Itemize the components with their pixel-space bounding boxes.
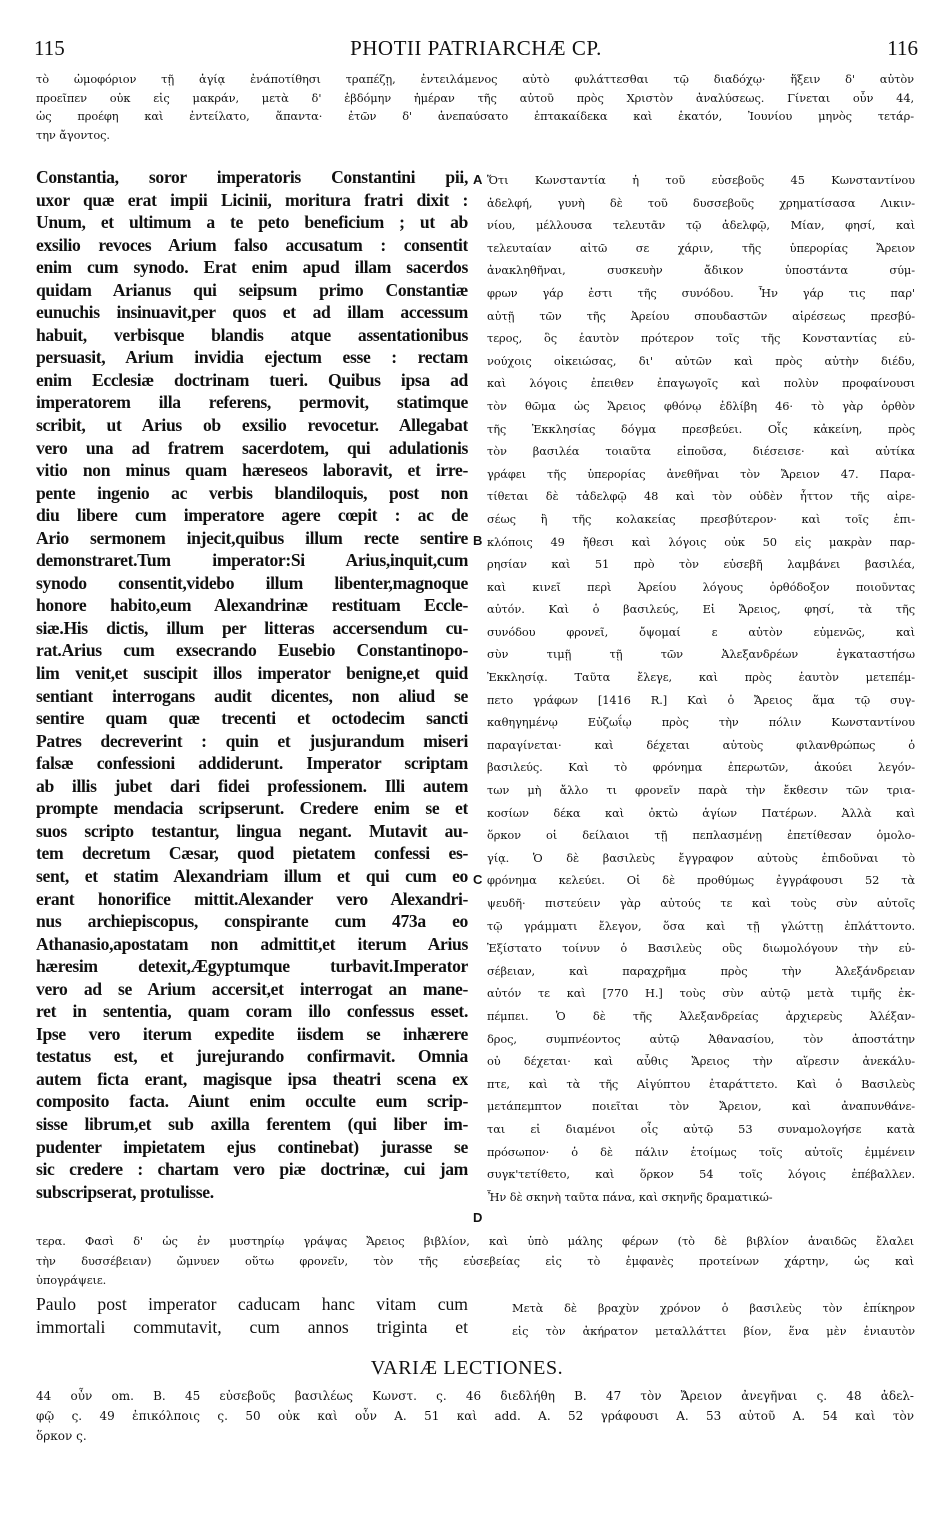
- text-line: suos scripto testantur, lingua negant. Mutavit au-: [36, 820, 468, 841]
- text-line: vero ad se Arium accersit,et interrogat an mane-: [36, 978, 468, 999]
- text-line: Patres decreverint : quin et jusjurandum miseri: [36, 730, 468, 751]
- latin-column: [36, 166, 468, 1203]
- text-line: honore habito,eum Alexandrinæ restituam Eccle-: [36, 595, 468, 616]
- text-line: αὐτῇ τῶν τῆς Ἀρείου σπουδαστῶν αἱρέσεως πρεσβύ-: [487, 308, 915, 323]
- text-line: ὅρκον οἱ δείλαιοι τῇ πεπλασμένῃ ἐπετίθεσαν ὁμολο-: [487, 828, 915, 843]
- text-line: habuit, verbisque blandis atque assentationibus: [36, 324, 468, 345]
- text-line: Ὅτι Κωνσταντία ἡ τοῦ εὐσεβοῦς 45 Κωνσταντίνου: [487, 173, 915, 187]
- text-line: sentire quam quæ trecenti et octodecim sancti: [36, 708, 468, 729]
- variae-lectiones: [36, 1386, 914, 1446]
- text-line: Μετὰ δὲ βραχὺν χρόνον ὁ βασιλεὺς τὸν ἐπίκηρον: [512, 1301, 915, 1315]
- text-line: βασιλεύς. Καὶ τὸ φρόνημα ἐπερωτῶν, ἀκούει λεγόν-: [487, 760, 915, 775]
- text-line: imperatorem illa referens, permovit, statimque: [36, 392, 468, 413]
- text-line: immortali commutavit, cum annos triginta et: [36, 1316, 468, 1337]
- text-line: σὺν τιμῇ τῇ τῶν Ἀλεξανδρέων ἐγκαταστήσω: [487, 647, 915, 662]
- text-line: ret in sententia, quam coram illo confessus esset.: [36, 1001, 468, 1022]
- text-line: των μὴ ἄλλο τι φρονεῖν παρὰ τὴν ἔκθεσιν τῶν τρια-: [487, 783, 915, 798]
- text-line: sic credere : chartam vero piæ doctrinæ, cui jam: [36, 1159, 468, 1180]
- text-line: falsæ confessioni addiderunt. Imperator scriptam: [36, 753, 468, 774]
- text-line: ab illis jubet dari fidei professionem. Illi autem: [36, 775, 468, 796]
- margin-marker-d: D: [473, 1210, 483, 1225]
- text-line: τὴν δυσσέβειαν) ὤμνυεν οὕτω φρονεῖν, τὸν τῆς εὐσεβείας εἰς τὸ ἐμφανὲς προτείνων χάρτην, ὡς καὶ: [36, 1253, 914, 1268]
- page-number-left: 115: [34, 36, 65, 60]
- text-line: sentiant interrogans audit dicentes, non aliud se: [36, 685, 468, 706]
- text-line: tem decretum Cæsar, quod pietatem confessi es-: [36, 843, 468, 864]
- text-line: ἀδελφή, γυνὴ δὲ τοῦ δυσσεβοῦς χρηματίσασα Λικιν-: [487, 195, 915, 210]
- text-line: κλόποις 49 ἤθεσι καὶ λόγοις οὐκ 50 εἰς μακρὰν παρ-: [487, 534, 915, 549]
- text-line: πρόσωπον· ὁ δὲ πάλιν ἑτοίμως τοῖς αὐτοῖς ἐμμένειν: [487, 1144, 915, 1159]
- text-line: sent, et statim Alexandriam illum et qui cum eo: [36, 865, 468, 886]
- text-line: exsilio revoces Arium falso accusatum : consentit: [36, 234, 468, 255]
- page-header: [34, 36, 918, 66]
- text-line: τερα. Φασὶ δ' ὡς ἐν μυστηρίῳ γράψας Ἄρειος βιβλίον, καὶ ὑπὸ μάλης φέρων (τὸ δὲ βιβλίον ἀναιδῶς ἔλαλει: [36, 1234, 914, 1248]
- text-line: τὸ ὠμοφόριον τῇ ἁγίᾳ ἐνάποτίθησι τραπέζῃ, ἐντειλάμενος αὐτὸ φυλάττεσθαι τῷ διαδόχῳ· ἥξειν δ' αὐτὸν: [36, 72, 914, 86]
- page-number-right: 116: [887, 36, 918, 60]
- text-line: scribit, ut Arius ob exsilio revocetur. Allegabat: [36, 415, 468, 436]
- text-line: Ἐκκλησίᾳ. Ταῦτα ἔλεγε, καὶ πρὸς ἑαυτὸν μετεπέμ-: [487, 670, 915, 685]
- text-line: hæresim detexit,Ægyptumque turbavit.Imperator: [36, 956, 468, 977]
- text-line: καθηγημένῳ Εὐζωΐῳ πρὸς τὴν πόλιν Κωνσταντίνου: [487, 715, 915, 730]
- text-line: diu libere cum imperatore agere cœpit : ac de: [36, 505, 468, 526]
- text-line: pudenter impietatem ejus continebat) jurasse se: [36, 1136, 468, 1157]
- text-line: αὐτόν τε καὶ [770 H.] τοὺς σὺν αὐτῷ μετὰ τιμῆς ἐκ-: [487, 986, 915, 1001]
- text-line: πέμπει. Ὁ δὲ τῆς Ἀλεξανδρείας ἀρχιερεὺς Ἀλέξαν-: [487, 1008, 915, 1023]
- text-line: ὡς προέφη καὶ ἐντείλατο, ἅπαντα· ἐτῶν δ' ἀνεπαύσατο ἑπτακαίδεκα καὶ ἑκατόν, Ἰουνίου μηνὸς τετάρ-: [36, 109, 914, 123]
- text-line: autem ficta erant, magisque ipsa theatri scena ex: [36, 1068, 468, 1089]
- intro-greek-paragraph: [36, 70, 914, 144]
- text-line: prompte mendacia scripserunt. Credere enim se et: [36, 798, 468, 819]
- text-line: Constantia, soror imperatoris Constantini pii,: [36, 167, 468, 187]
- text-line: γράφει τῆς ὑπερορίας ἀνεθῆναι τὸν Ἄρειον 47. Παρα-: [487, 466, 915, 481]
- text-line: φρων γάρ ἐστι τῆς συνόδου. Ἦν γάρ τις παρ': [487, 285, 915, 300]
- text-line: πτε, καὶ τὰ τῆς Αἰγύπτου ἐταράττετο. Καὶ ὁ Βασιλεὺς: [487, 1076, 915, 1091]
- text-line: vero una ad fratrem sacerdotem, qui adulationis: [36, 437, 468, 458]
- text-line: καὶ κινεῖ περὶ Ἀρείου λόγους ὀρθόδοξον ποιοῦντας: [487, 579, 915, 594]
- text-line: μετάπεμπτον ποιεῖται τὸν Ἄρειον, καὶ ἀναπυνθάνε-: [487, 1099, 915, 1114]
- text-line: κοσίων δέκα καὶ ὀκτὼ ἁγίων Πατέρων. Ἀλλὰ καὶ: [487, 805, 915, 820]
- text-line: ρησίαν καὶ 51 πρὸ τὸν εὐσεβῆ λαμβάνει βασιλέα,: [487, 557, 915, 572]
- text-line: synodo consentit,videbo illum libenter,magnoque: [36, 572, 468, 593]
- text-line: ὑπογράψειε.: [36, 1273, 107, 1287]
- text-line: Ἐξίστατο τοίνυν ὁ Βασιλεὺς οὓς διωμολόγουν τὴν εὐ-: [487, 941, 915, 956]
- margin-marker-a: A: [473, 172, 483, 187]
- text-line: καὶ λόγοις ἐπειθεν ἐπαγωγοῖς καὶ πολὺν προφαίνουσι: [487, 376, 915, 391]
- full-width-greek: [36, 1232, 914, 1291]
- text-line: δρος, συμπνέοντος αὐτῷ Ἀθανασίου, τὸν ἀποστάτην: [487, 1031, 915, 1046]
- text-line: enim cum synodo. Erat enim apud illam sacerdos: [36, 257, 468, 278]
- text-line: πετο γράφων [1416 R.] Καὶ ὁ Ἄρειος ἅμα τῷ συγ-: [487, 692, 915, 707]
- variae-heading: VARIÆ LECTIONES.: [370, 1357, 564, 1379]
- text-line: τῷ γράμματι ἔλεγον, ὅσα καὶ τῇ γλώττῃ ἐπλάττοντο.: [487, 918, 915, 933]
- text-line: Paulo post imperator caducam hanc vitam cum: [36, 1294, 468, 1314]
- text-line: προεῖπεν οὐκ εἰς μακράν, μετὰ δ' ἑβδόμην ἡμέραν τῆς αὐτοῦ πρὸς Χριστὸν ἀναλύσεως. Γίνεται οὖν 44,: [36, 90, 914, 105]
- latin-tail: [36, 1293, 468, 1338]
- text-line: γίᾳ. Ὁ δὲ βασιλεὺς ἔγγραφον αὐτοὺς ἐπιδοῦναι τὸ: [487, 850, 915, 865]
- text-line: τίθεται δὲ τἀδελφῷ 48 καὶ τὸν οὐδὲν ἧττον τῆς αἱρε-: [487, 489, 915, 504]
- text-line: φρόνημα κελεύει. Οἱ δὲ προθύμως ἐγγράφουσι 52 τὰ: [487, 873, 915, 888]
- text-line: 44 οὖν om. B. 45 εὐσεβοῦς βασιλέως Κωνστ. ς. 46 διεδλήθη B. 47 τὸν Ἄρειον ἀνεγῆναι ς. 48 ἀδελ-: [36, 1389, 914, 1403]
- text-line: αὐτόν. Καὶ ὁ βασιλεύς, Εἰ Ἄρειος, φησί, τὰ τῆς: [487, 602, 915, 617]
- text-line: rat.Arius cum exsecrando Eusebio Constantinopo-: [36, 640, 468, 661]
- text-line: Ἦν δὲ σκηνὴ ταῦτα πάνα, καὶ σκηνῆς δραματικώ-: [487, 1189, 773, 1204]
- text-line: σέως ἢ τῆς κολακείας πρεσβύτερον· καὶ τοῖς ἐπι-: [487, 511, 915, 526]
- text-line: Unum, et ultimum a te peto beneficium ; ut ab: [36, 212, 468, 233]
- text-line: τελευταίαν αἰτῶ σε χάριν, τῆς ὑπερορίας Ἄρειον: [487, 240, 915, 255]
- text-line: την ἄγοντος.: [36, 127, 110, 142]
- text-line: σέβειαν, καὶ παραχρῆμα πρὸς τὴν Ἀλεξάνδρειαν: [487, 963, 915, 978]
- text-line: erant honorifice mittit.Alexander vero Alexandri-: [36, 888, 468, 909]
- text-line: lim venit,et suscipit illos imperator benigne,et quid: [36, 663, 468, 684]
- text-line: τερος, ὃς ἑαυτὸν πρότερον τοῖς τῆς Κονσταντίας εὐ-: [487, 331, 915, 346]
- text-line: Athanasio,apostatam non admittit,et iterum Arius: [36, 933, 468, 954]
- text-line: εἰς τὸν ἀκήρατον μεταλλάττει βίον, ἕνα μὲν ἐνιαυτὸν: [512, 1323, 915, 1338]
- text-line: persuasit, Arium invidia ejectum esse : rectam: [36, 347, 468, 368]
- text-line: νούχοις οἰκειώσας, δι' αὐτῶν καὶ πρὸς αὐτὴν διέδυ,: [487, 353, 915, 368]
- text-line: testatus est, et jurejurando confirmavit. Omnia: [36, 1046, 468, 1067]
- text-line: eunuchis insinuavit,per quos et ad illam accessum: [36, 302, 468, 323]
- text-line: Ipse vero iterum expedite iisdem se inhærere: [36, 1023, 468, 1044]
- text-line: συνόδου φρονεῖ, ὄψομαί ε αὐτὸν εὐμενῶς, καὶ: [487, 624, 915, 639]
- text-line: Ario sermonem injecit,quibus illum recte sentire: [36, 527, 468, 548]
- text-line: demonstraret.Tum imperator:Si Arius,inquit,cum: [36, 550, 468, 571]
- text-line: composito facta. Aiunt enim occulte eum scrip-: [36, 1091, 468, 1112]
- text-line: quidam Arianus qui seipsum primo Constantiæ: [36, 279, 468, 300]
- greek-column: [487, 169, 915, 1208]
- greek-tail: [512, 1297, 915, 1342]
- text-line: φῷ ς. 49 ἐπικόλποις ς. 50 οὐκ καὶ οὖν A. 51 καὶ add. A. 52 γράφουσι A. 53 αὐτοῦ A. 54 καὶ τὸν: [36, 1409, 914, 1423]
- text-line: ψευδῆ· πιστεύειν γὰρ αὐτούς τε καὶ τοὺς σὺν αὐτοῖς: [487, 896, 915, 910]
- margin-marker-b: B: [473, 533, 483, 548]
- text-line: ὅρκον ς.: [36, 1429, 87, 1443]
- text-line: siæ.His dictis, illum per litteras accersendum cu-: [36, 617, 468, 638]
- text-line: nus archiepiscopus, conspirante cum 473a eo: [36, 911, 468, 932]
- running-title: PHOTII PATRIARCHÆ CP.: [350, 36, 602, 60]
- text-line: τῆς Ἐκκλησίας δόγμα πρεσβεύει. Οἷς κἀκείνη, πρὸς: [487, 421, 915, 436]
- text-line: ἀνακληθῆναι, συσκευὴν ἄδικον ὑποστάντα σύμ-: [487, 263, 915, 278]
- text-line: enim Ecclesiæ doctrinam tueri. Quibus ipsa ad: [36, 369, 468, 390]
- text-line: pente ingenio ac verbis blandiloquis, post non: [36, 482, 468, 503]
- text-line: ται εἰ διαμένοι οἷς αὐτῷ 53 συναμολογήσε κατὰ: [487, 1121, 915, 1136]
- text-line: τὸν βασιλέα τοιαῦτα εἰποῦσα, διέσεισε· καὶ αὐτίκα: [487, 444, 915, 459]
- text-line: uxor quæ erat impii Licinii, moritura fratri dixit :: [36, 189, 468, 210]
- text-line: subscripserat, protulisse.: [36, 1181, 214, 1202]
- text-line: οὐ δέχεται· καὶ αὖθις Ἄρειος τὴν αἵρεσιν ἀνεκάλυ-: [487, 1054, 915, 1069]
- margin-marker-c: C: [473, 872, 483, 887]
- text-line: sisse librum,et sub axilla ferentem (qui liber im-: [36, 1113, 468, 1134]
- text-line: vitio non minus quam hæreseos laboravit, et irre-: [36, 460, 468, 481]
- text-line: τὸν θῶμα ὡς Ἄρειος φθόνῳ ἐδλίβη 46· τὸ γὰρ ὀρθὸν: [487, 398, 915, 413]
- text-line: συγκ'τετίθετο, καὶ ὅρκον 54 τοῖς λόγοις ἐπέβαλλεν.: [487, 1167, 915, 1182]
- text-line: νίου, μέλλουσα τελευτᾶν τῷ ἀδελφῷ, Μίαν, φησί, καὶ: [487, 218, 915, 233]
- text-line: παραγίνεται· καὶ δέχεται αὐτοὺς φιλανθρώπως ὁ: [487, 737, 915, 752]
